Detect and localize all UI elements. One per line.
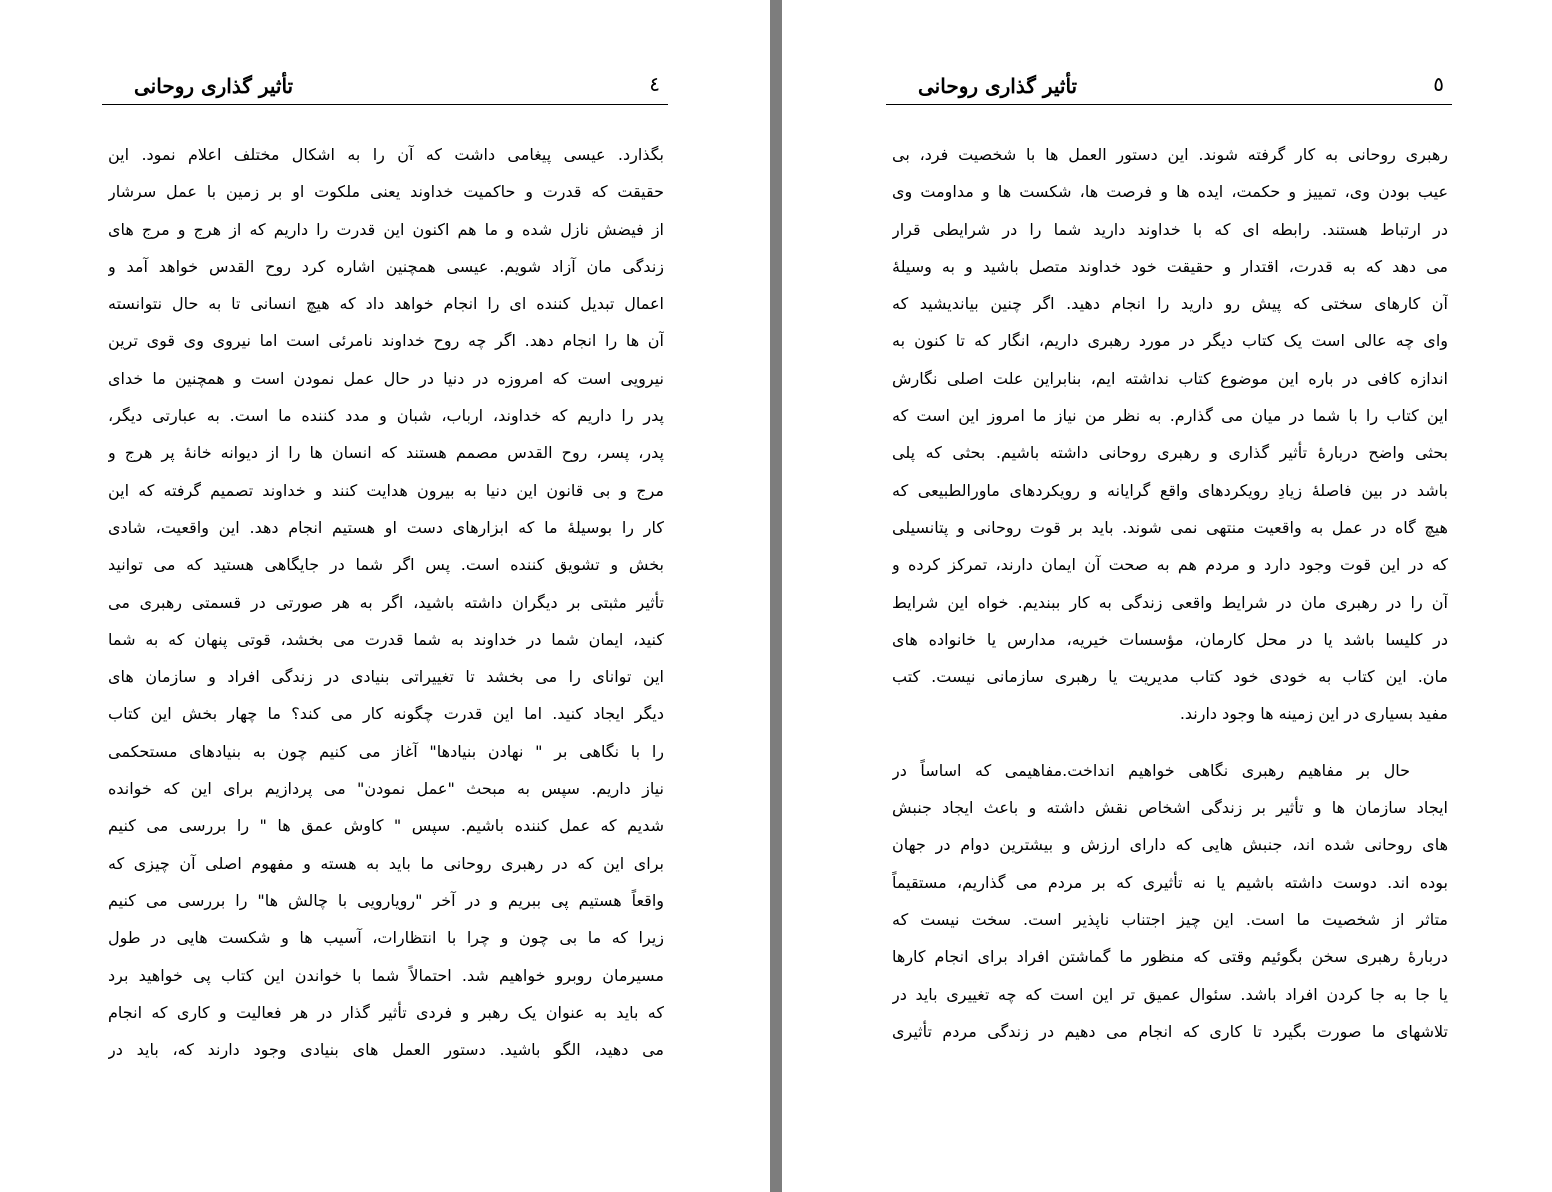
text-line: این توانای را می بخشد تا تغییراتی بنیادی در زندگی افراد و سازمان های <box>108 667 664 687</box>
text-line: زیرا که ما بی چون و چرا با انتظارات، آسیب ها و شکست هایی در طول <box>108 928 664 948</box>
text-line: باشد در بین فاصلۀ زیادِ رویکردهای واقع گرایانه و رویکردهای ماورالطبیعی که <box>892 480 1448 500</box>
text-line: پدر را داریم که خداوند، ارباب، شبان و مدد کننده ما است. به عبارتی دیگر، <box>108 406 664 426</box>
text-line: تلاشهای ما صورت بگیرد تا کاری که انجام می دهیم در زندگی مردم تأثیری <box>892 1021 1448 1041</box>
text-line: مسیرمان روبرو خواهیم شد. احتمالاً شما با خواندن این کتاب پی خواهید برد <box>108 965 664 985</box>
text-line: های روحانی شده اند، جنبش هایی که دارای ارزش و بیشترین دوام در جهان <box>892 835 1448 855</box>
right-page-number: ٥ <box>1433 72 1444 96</box>
text-line: بخش و تشویق کننده است. پس اگر شما در جایگاهی هستید که می توانید <box>108 555 664 575</box>
text-line: آن ها را انجام دهد. اگر چه روح خداوند نامرئی است اما نیروی وی قوی ترین <box>108 331 664 351</box>
text-line: این کتاب را با شما در میان می گذارم. به نظر من نیاز ما امروز این است که <box>892 406 1448 426</box>
text-line: اندازه کافی در باره این موضوع کتاب نداشته ایم، بنابراین علت اصلی نگارش <box>892 368 1448 388</box>
text-line: مرج و بی قانون این دنیا به بیرون هدایت کنند و خداوند تصمیم گرفته که این <box>108 480 664 500</box>
text-line: نیرویی است که امروزه در دنیا در حال عمل نمودن است و همچنین ما خدای <box>108 368 664 388</box>
text-line: از فیضش نازل شده و ما هم اکنون این قدرت را داریم که از هرج و مرج های <box>108 219 664 239</box>
left-page-header <box>102 70 668 105</box>
text-line: نیاز داریم. سپس به مبحث "عمل نمودن" می پردازیم برای این که خوانده <box>108 779 664 799</box>
text-line: کنید، ایمان شما در خداوند به شما قدرت می بخشد، قوتی پنهان که به شما <box>108 629 664 649</box>
left-running-title: تأثیر گذاری روحانی <box>134 74 294 98</box>
text-line: شدیم که عمل کننده باشیم. سپس " کاوش عمق ها " را بررسی می کنیم <box>108 816 664 836</box>
text-line: مفید بسیاری در این زمینه ها وجود دارند. <box>1179 704 1448 724</box>
book-gutter <box>770 0 782 1192</box>
text-line: وای چه عالی است یک کتاب دیگر در مورد رهبری داریم، انگار که تا کنون به <box>892 331 1448 351</box>
right-page-body <box>892 136 1448 1050</box>
text-line: هیچ گاه در عمل به واقعیت منتهی نمی شوند. باید بر قوت روحانی و پتانسیلی <box>892 517 1448 537</box>
text-line: مان. این کتاب به خودی خود کتاب مدیریت یا رهبری سازمانی نیست. کتب <box>892 667 1448 687</box>
right-page-header <box>886 70 1452 105</box>
text-line: متاثر از شخصیت ما است. این چیز اجتناب ناپذیر است. سخت نیست که <box>892 909 1448 929</box>
text-line: دربارۀ رهبری سخن بگوئیم وقتی که منظور ما گماشتن افراد برای انجام کارها <box>892 947 1448 967</box>
text-line: آن کارهای سختی که پیش رو دارید را انجام دهید. اگر چنین بیاندیشید که <box>892 294 1448 314</box>
text-line: زندگی مان آزاد شویم. عیسی همچنین اشاره کرد روح القدس خواهد آمد و <box>108 256 664 276</box>
text-line: حقیقت که قدرت و حاکمیت خداوند یعنی ملکوت او بر زمین با عمل سرشار <box>108 182 664 202</box>
text-line: رهبری روحانی به کار گرفته شوند. این دستور العمل ها با شخصیت فرد، بی <box>892 145 1448 164</box>
right-page <box>782 0 1552 1192</box>
right-running-title: تأثیر گذاری روحانی <box>918 74 1078 98</box>
text-line: کار را بوسیلۀ ما که ابزارهای دست او هستیم انجام دهد. این واقعیت، شادی <box>108 517 664 537</box>
text-line: را با نگاهی بر " نهادن بنیادها" آغاز می کنیم چون به بنیادهای مستحکمی <box>108 741 664 761</box>
text-line: عیب بودن وی، تمییز و حکمت، ایده ها و فرصت ها، شکست ها و مداومت وی <box>892 182 1448 202</box>
text-line: واقعاً هستیم پی ببریم و در آخر "رویارویی با چالش ها" را بررسی می کنیم <box>108 890 664 910</box>
text-line: می دهد که به قدرت، اقتدار و حقیقت خود خداوند متصل باشید و به وسیلۀ <box>892 256 1448 276</box>
text-line: ایجاد سازمان ها و تأثیر بر زندگی اشخاص نقش داشته و باعث ایجاد جنبش <box>892 798 1448 818</box>
text-line: یا جا به جا کردن افراد باشد. سئوال عمیق تر این است که چه تغییری باید در <box>892 984 1448 1004</box>
text-line: بحثی واضح دربارۀ تأثیر گذاری و رهبری روحانی داشته باشیم. بحثی که پلی <box>892 443 1448 463</box>
text-line: بگذارد. عیسی پیغامی داشت که آن را به اشکال مختلف اعلام نمود. این <box>108 145 664 164</box>
paragraph-gap <box>892 733 1448 752</box>
text-line: می دهید، الگو باشید. دستور العمل های بنیادی وجود دارند که، باید در <box>108 1040 664 1060</box>
left-page-body <box>108 136 664 1068</box>
text-line: در ارتباط هستند. رابطه ای که با خداوند دارید شما را در شرایطی قرار <box>892 219 1448 239</box>
left-page-number: ٤ <box>649 72 660 96</box>
text-line: آن را در رهبری مان در شرایط واقعی زندگی به کار ببندیم. خواه این شرایط <box>892 592 1448 612</box>
text-line: در کلیسا باشد یا در محل کارمان، مؤسسات خیریه، مدارس یا خانواده های <box>892 629 1448 649</box>
text-line: که در این قوت وجود دارد و مردم هم به صحت آن ایمان دارند، تمرکز کرده و <box>892 555 1448 575</box>
text-line: که باید به عنوان یک رهبر و فردی تأثیر گذار در هر فعالیت و کاری که انجام <box>108 1002 664 1022</box>
text-line: دیگر ایجاد کنید. اما این قدرت چگونه کار می کند؟ ما چهار بخش این کتاب <box>108 704 664 724</box>
text-line: بوده اند. دوست داشته باشیم یا نه تأثیری که بر مردم می گذاریم، مستقیماً <box>892 872 1448 892</box>
left-page <box>0 0 770 1192</box>
text-line: حال بر مفاهیم رهبری نگاهی خواهیم انداخت.مفاهیمی که اساساً در <box>892 760 1410 780</box>
text-line: پدر، پسر، روح القدس مصمم هستند که انسان ها را از دیوانه خانۀ پر هرج و <box>108 443 664 463</box>
text-line: تأثیر مثبتی بر دیگران داشته باشید، اگر به هر صورتی در قسمتی رهبری می <box>108 592 664 612</box>
text-line: اعمال تبدیل کننده ای را انجام خواهد داد که هیچ انسانی تا به حال نتوانسته <box>108 294 664 314</box>
text-line: برای این که در رهبری روحانی ما باید به هسته و مفهوم اصلی آن چیزی که <box>108 853 664 873</box>
